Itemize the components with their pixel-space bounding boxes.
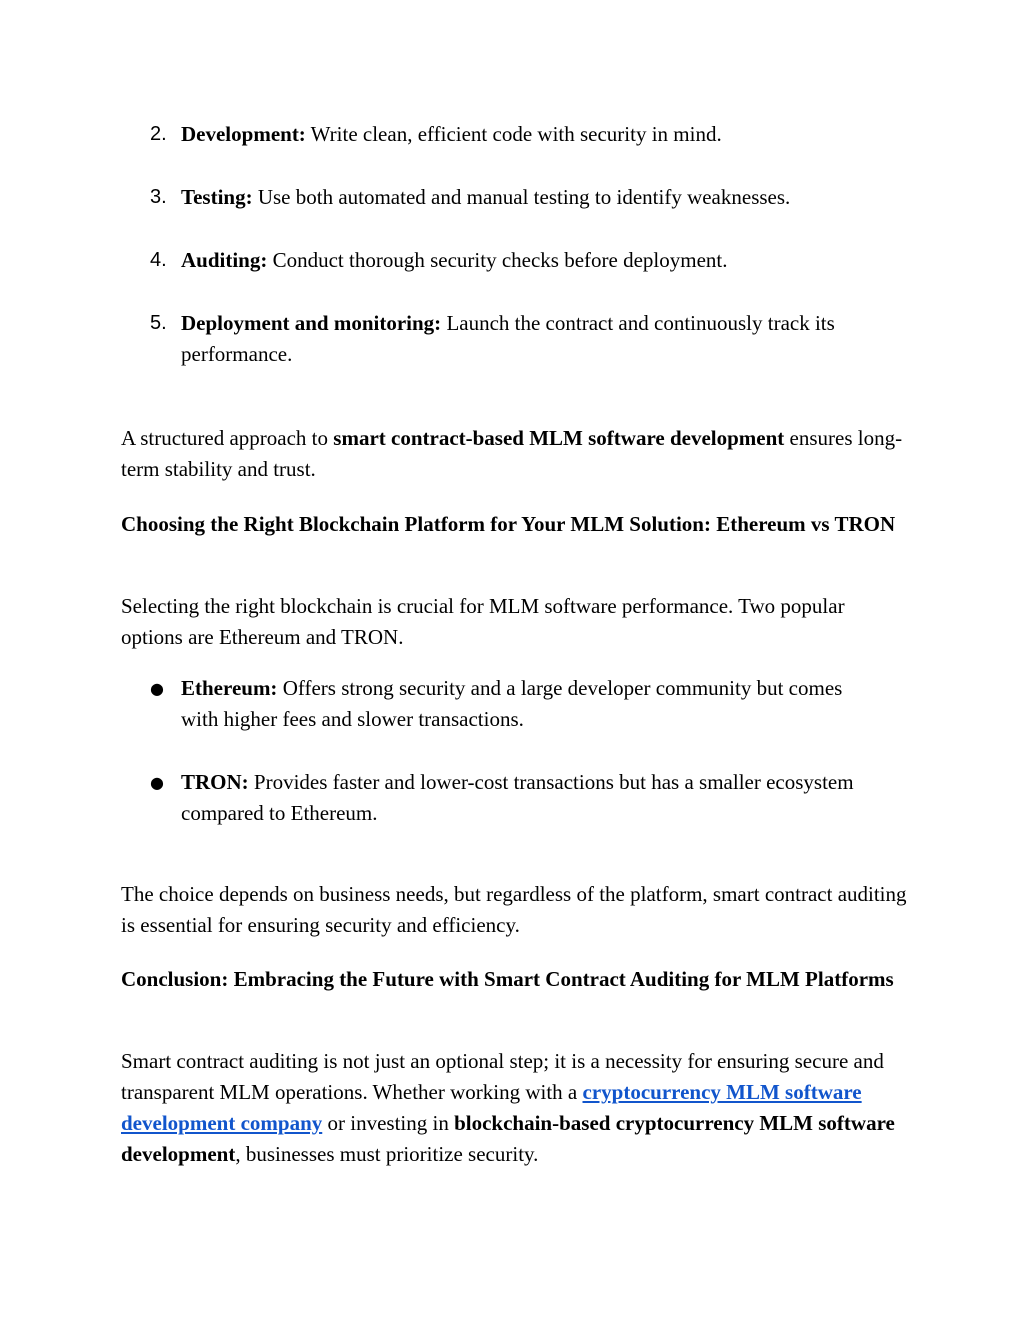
paragraph-text: ensures long-term stability and trust. xyxy=(121,426,903,481)
step-text: Conduct thorough security checks before deployment. xyxy=(267,248,728,272)
step-term: Testing: xyxy=(181,185,253,209)
paragraph-choice-depends: The choice depends on business needs, but regardless of the platform, smart contract auditing is essential for ensuring security and efficiency. xyxy=(121,882,907,937)
list-item xyxy=(150,767,880,829)
bullet-marker: ● xyxy=(150,679,164,698)
bullet-text: Offers strong security and a large developer community but comes with higher fees and slower transactions. xyxy=(181,676,843,731)
section-heading-conclusion: Conclusion: Embracing the Future with Smart Contract Auditing for MLM Platforms xyxy=(121,967,894,991)
paragraph-text: A structured approach to xyxy=(121,426,334,450)
list-item xyxy=(150,673,880,735)
paragraph-conclusion xyxy=(121,1046,921,1170)
list-item xyxy=(150,182,910,213)
step-term: Development: xyxy=(181,122,306,146)
step-term: Deployment and monitoring: xyxy=(181,311,442,335)
list-number: 2. xyxy=(150,123,167,145)
bullet-term: Ethereum: xyxy=(181,676,278,700)
company-link[interactable]: cryptocurrency MLM software development company xyxy=(121,1080,862,1135)
bold-phrase: smart contract-based MLM software development xyxy=(333,426,785,450)
step-term: Auditing: xyxy=(181,248,268,272)
paragraph-text: or investing in xyxy=(322,1111,455,1135)
section-heading-blockchain-platform: Choosing the Right Blockchain Platform for Your MLM Solution: Ethereum vs TRON xyxy=(121,512,896,536)
bullet-marker: ● xyxy=(150,773,164,792)
list-item xyxy=(150,119,910,150)
list-number: 3. xyxy=(150,186,167,208)
bullet-text: Provides faster and lower-cost transactions but has a smaller ecosystem compared to Ethereum. xyxy=(181,770,854,825)
paragraph-text: , businesses must prioritize security. xyxy=(235,1142,539,1166)
paragraph-selecting-blockchain: Selecting the right blockchain is crucial for MLM software performance. Two popular options are Ethereum and TRON. xyxy=(121,594,845,649)
bold-phrase: blockchain-based cryptocurrency MLM software development xyxy=(121,1111,895,1166)
step-text: Use both automated and manual testing to identify weaknesses. xyxy=(252,185,791,209)
list-item xyxy=(150,308,910,370)
paragraph-text: Smart contract auditing is not just an optional step; it is a necessity for ensuring secure and transparent MLM operations. Whether working with a xyxy=(121,1049,884,1104)
list-number: 4. xyxy=(150,249,167,271)
step-text: Write clean, efficient code with security in mind. xyxy=(305,122,722,146)
bullet-term: TRON: xyxy=(181,770,249,794)
list-item xyxy=(150,245,910,276)
list-number: 5. xyxy=(150,312,167,334)
paragraph-structured-approach xyxy=(121,423,911,485)
step-text: Launch the contract and continuously track its performance. xyxy=(181,311,835,366)
platform-bullet-list xyxy=(150,673,880,861)
process-steps-list xyxy=(150,119,910,402)
